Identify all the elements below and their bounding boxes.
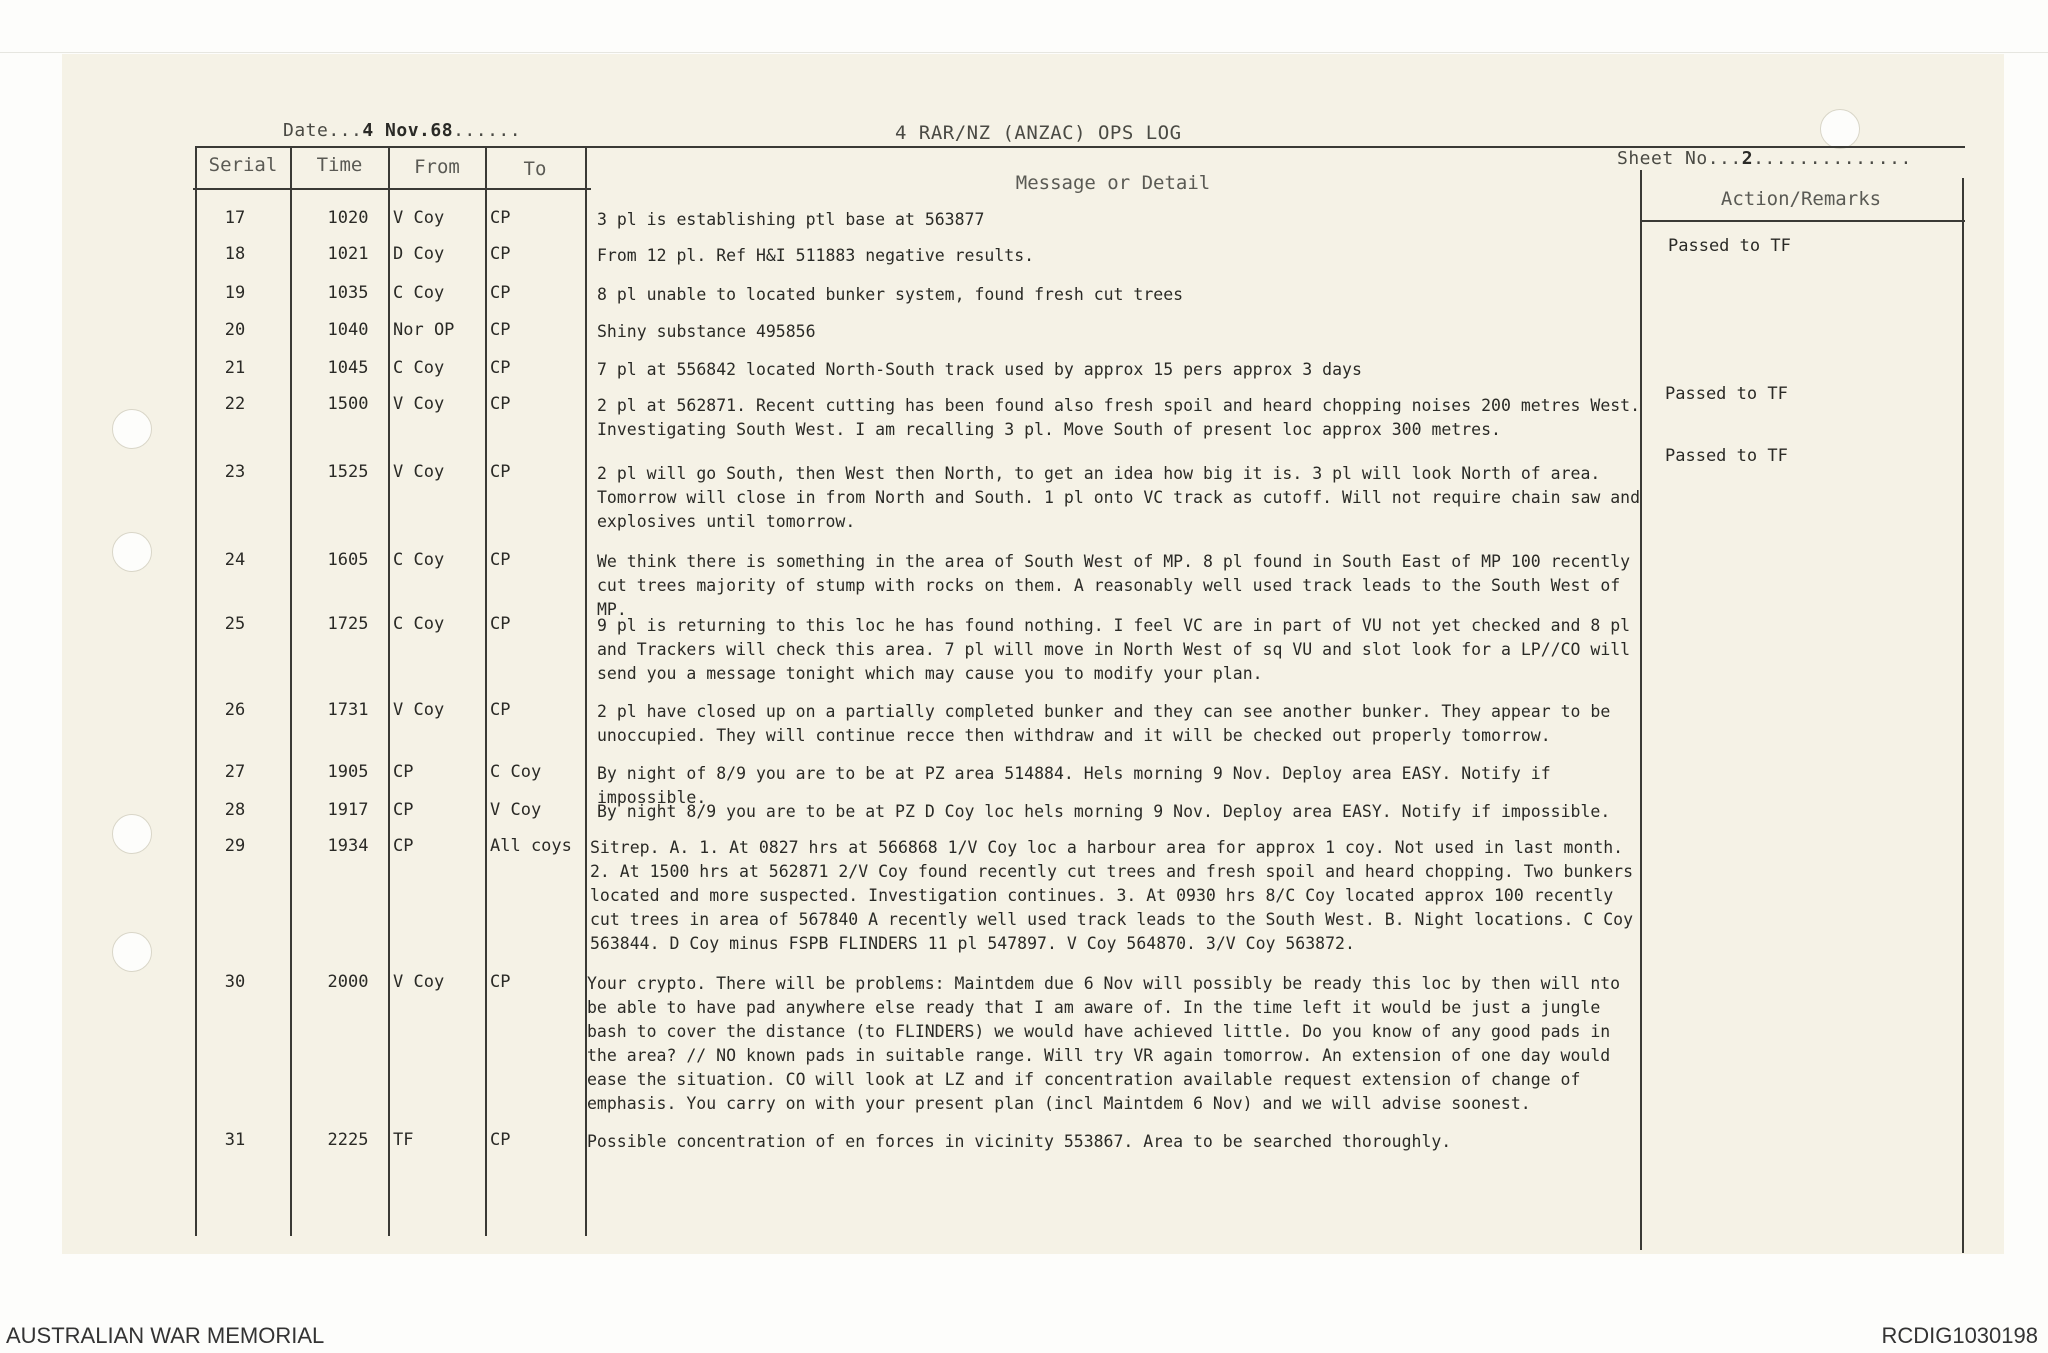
col-remarks-header: Action/Remarks [1720, 188, 1882, 210]
header-rule [193, 188, 591, 190]
message-cell: 2 pl will go South, then West then North, to get an idea how big it is. 3 pl will look North of area. Tomorrow will close in from North and South. 1 pl onto VC track as cutoff. Will not require chain saw and explosives until tomorrow. [597, 464, 1641, 531]
message-cell: Shiny substance 495856 [597, 322, 816, 341]
from-cell: CP [393, 836, 414, 856]
from-cell: C Coy [393, 614, 445, 634]
time-cell: 1040 [327, 320, 369, 340]
punch-hole [112, 532, 152, 572]
column-rule [485, 146, 487, 1236]
message-cell: Sitrep. A. 1. At 0827 hrs at 566868 1/V Coy loc a harbour area for approx 1 coy. Not used in last month. 2. At 1500 hrs at 562871 2/V Coy found recently cut trees and fresh spoil and heard chopping. Two bunkers located and more suspected. Investigation continues. 3. At 0930 hrs 8/C Coy located approx 100 recently cut trees in area of 567840 A recently well used track leads to the South West. B. Night locations. C Coy 563844. D Coy minus FSPB FLINDERS 11 pl 547897. V Coy 564870. 3/V Coy 563872. [590, 838, 1634, 953]
message-cell: 2 pl at 562871. Recent cutting has been found also fresh spoil and heard chopping noises 200 metres West. Investigating South West. I am recalling 3 pl. Move South of present loc approx 300 metres. [597, 396, 1641, 439]
table-top-rule [195, 146, 1965, 148]
archive-identifier: RCDIG1030198 [1881, 1323, 2038, 1348]
punch-hole [112, 814, 152, 854]
from-cell: V Coy [393, 972, 445, 992]
from-cell: CP [393, 762, 414, 782]
from-cell: V Coy [393, 394, 445, 414]
to-cell: CP [490, 1130, 511, 1150]
message-cell: 9 pl is returning to this loc he has found nothing. I feel VC are in part of VU not yet checked and 8 pl and Trackers will check this area. 7 pl will move in North West of sq VU and slot look for a LP//CO will send you a message tonight which may cause you to modify your plan. [597, 616, 1631, 683]
sheet-dots: .............. [1753, 148, 1912, 169]
sheet-value: 2 [1741, 148, 1754, 169]
date-label: Date... [283, 120, 363, 141]
serial-cell: 31 [224, 1130, 246, 1150]
time-cell: 1045 [327, 358, 369, 378]
time-cell: 2000 [327, 972, 369, 992]
date-dots: ...... [453, 120, 522, 141]
to-cell: CP [490, 700, 511, 720]
to-cell: CP [490, 972, 511, 992]
time-cell: 1605 [327, 550, 369, 570]
remark-passed-to-tf: Passed to TF [1665, 446, 1788, 466]
to-cell: V Coy [490, 800, 542, 820]
punch-hole [112, 932, 152, 972]
time-cell: 1500 [327, 394, 369, 414]
date-field [283, 120, 521, 141]
serial-cell: 28 [224, 800, 246, 820]
column-rule [195, 146, 197, 1236]
serial-cell: 20 [224, 320, 246, 340]
message-cell: Possible concentration of en forces in vicinity 553867. Area to be searched thoroughly. [587, 1132, 1452, 1151]
time-cell: 1725 [327, 614, 369, 634]
remark-passed-to-tf: Passed to TF [1665, 384, 1788, 404]
time-cell: 1035 [327, 283, 369, 303]
serial-cell: 25 [224, 614, 246, 634]
serial-cell: 29 [224, 836, 246, 856]
serial-cell: 23 [224, 462, 246, 482]
message-cell: We think there is something in the area of South West of MP. 8 pl found in South East of MP 100 recently cut trees majority of stump with rocks on them. A reasonably well used track leads to the South West of MP. [597, 552, 1631, 619]
message-cell: 7 pl at 556842 located North-South track used by approx 15 pers approx 3 days [597, 360, 1362, 379]
message-cell: By night of 8/9 you are to be at PZ area 514884. Hels morning 9 Nov. Deploy area EASY. Notify if impossible. [597, 764, 1551, 807]
message-cell: 8 pl unable to located bunker system, found fresh cut trees [597, 285, 1184, 304]
to-cell: CP [490, 462, 511, 482]
to-cell: CP [490, 320, 511, 340]
time-cell: 1020 [327, 208, 369, 228]
to-cell: C Coy [490, 762, 542, 782]
to-cell: CP [490, 358, 511, 378]
from-cell: D Coy [393, 244, 445, 264]
from-cell: V Coy [393, 700, 445, 720]
time-cell: 1905 [327, 762, 369, 782]
message-cell: 3 pl is establishing ptl base at 563877 [597, 210, 985, 229]
serial-cell: 26 [224, 700, 246, 720]
serial-cell: 21 [224, 358, 246, 378]
serial-cell: 27 [224, 762, 246, 782]
serial-cell: 30 [224, 972, 246, 992]
col-from-header: From [414, 156, 460, 178]
to-cell: CP [490, 283, 511, 303]
page-title: 4 RAR/NZ (ANZAC) OPS LOG [895, 122, 1182, 144]
time-cell: 1917 [327, 800, 369, 820]
time-cell: 2225 [327, 1130, 369, 1150]
serial-cell: 19 [224, 283, 246, 303]
to-cell: CP [490, 208, 511, 228]
to-cell: CP [490, 394, 511, 414]
col-time-header: Time [316, 154, 363, 176]
serial-cell: 17 [224, 208, 246, 228]
scan-edge [0, 52, 2048, 53]
serial-cell: 18 [224, 244, 246, 264]
from-cell: C Coy [393, 550, 445, 570]
message-cell: By night 8/9 you are to be at PZ D Coy loc hels morning 9 Nov. Deploy area EASY. Notify if impossible. [597, 802, 1611, 821]
time-cell: 1731 [327, 700, 369, 720]
col-serial-header: Serial [208, 154, 278, 176]
time-cell: 1525 [327, 462, 369, 482]
from-cell: C Coy [393, 283, 445, 303]
message-cell: 2 pl have closed up on a partially completed bunker and they can see another bunker. They appear to be unoccupied. They will continue recce then withdraw and it will be checked out properly tomorrow. [597, 702, 1611, 745]
sheet-label: Sheet No... [1617, 148, 1742, 169]
message-cell: Your crypto. There will be problems: Maintdem due 6 Nov will possibly be ready this loc by then will nto be able to have pad anywhere else ready that I am aware of. In the time left it would be just a jungle bash to cover the distance (to FLINDERS) we would have achieved little. Do you know of any good pads in the area? // NO known pads in suitable range. Will try VR again tomorrow. An extension of one day would ease the situation. CO will look at LZ and if concentration available request extension of change of emphasis. You carry on with your present plan (incl Maintdem 6 Nov) and we will advise soonest. [587, 974, 1621, 1113]
punch-hole [1820, 109, 1860, 149]
to-cell: CP [490, 614, 511, 634]
archive-credit: AUSTRALIAN WAR MEMORIAL [6, 1323, 325, 1348]
column-rule [388, 146, 390, 1236]
to-cell: All coys [490, 836, 572, 856]
from-cell: V Coy [393, 208, 445, 228]
time-cell: 1934 [327, 836, 369, 856]
from-cell: TF [393, 1130, 414, 1150]
punch-hole [112, 409, 152, 449]
message-cell: From 12 pl. Ref H&I 511883 negative results. [597, 246, 1035, 265]
from-cell: V Coy [393, 462, 445, 482]
serial-cell: 24 [224, 550, 246, 570]
remarks-header-rule [1640, 220, 1965, 222]
sheet-number-field [1617, 148, 1912, 169]
to-cell: CP [490, 550, 511, 570]
time-cell: 1021 [327, 244, 369, 264]
from-cell: CP [393, 800, 414, 820]
serial-cell: 22 [224, 394, 246, 414]
col-to-header: To [523, 158, 547, 180]
to-cell: CP [490, 244, 511, 264]
from-cell: Nor OP [393, 320, 455, 340]
column-rule [1962, 178, 1964, 1253]
date-value: 4 Nov.68 [362, 120, 454, 141]
remark-passed-to-tf: Passed to TF [1668, 236, 1791, 256]
from-cell: C Coy [393, 358, 445, 378]
col-message-header: Message or Detail [1015, 172, 1211, 194]
column-rule [290, 146, 292, 1236]
